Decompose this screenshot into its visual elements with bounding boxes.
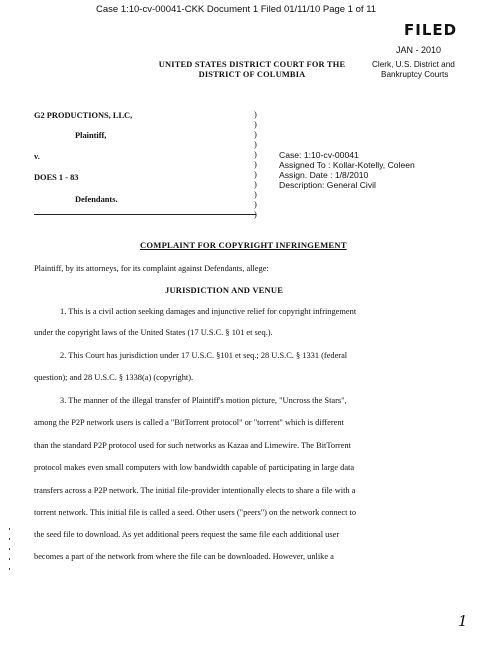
bracket: ) bbox=[254, 159, 257, 169]
clerk-line-2: Bankruptcy Courts bbox=[381, 70, 449, 79]
caption-brackets bbox=[254, 109, 257, 219]
case-assign-date: Assign. Date : 1/8/2010 bbox=[279, 170, 369, 180]
document-header: Case 1:10-cv-00041-CKK Document 1 Filed 01/11/10 Page 1 of 11 bbox=[96, 4, 377, 15]
case-number: Case: 1:10-cv-00041 bbox=[279, 150, 359, 160]
complaint-title: COMPLAINT FOR COPYRIGHT INFRINGEMENT bbox=[140, 240, 347, 250]
bracket: ) bbox=[254, 179, 257, 189]
body-line: than the standard P2P protocol used for such networks as Kazaa and Limewire. The BitTorrent bbox=[34, 441, 351, 450]
bracket: ) bbox=[254, 139, 257, 149]
body-line: transfers across a P2P network. The initial file-provider intentionally elects to share a file with a bbox=[34, 486, 356, 495]
bracket: ) bbox=[254, 209, 257, 219]
bracket: ) bbox=[254, 149, 257, 159]
versus: v. bbox=[34, 152, 40, 161]
defendant-role: Defendants. bbox=[75, 195, 118, 204]
court-name-line-1: UNITED STATES DISTRICT COURT FOR THE bbox=[158, 60, 346, 69]
body-line: among the P2P network users is called a "BitTorrent protocol" or "torrent" which is different bbox=[34, 418, 344, 427]
body-line: 2. This Court has jurisdiction under 17 U.S.C. §101 et seq.; 28 U.S.C. § 1331 (federal bbox=[60, 351, 348, 360]
body-line: the seed file to download. As yet additional peers request the same file each additional user bbox=[34, 530, 340, 539]
case-description: Description: General Civil bbox=[279, 180, 376, 190]
scan-artifact-dots bbox=[8, 528, 12, 578]
case-info bbox=[279, 150, 415, 190]
intro-paragraph: Plaintiff, by its attorneys, for its complaint against Defendants, allege: bbox=[34, 264, 269, 273]
bracket: ) bbox=[254, 129, 257, 139]
case-assigned-to: Assigned To : Kollar-Kotelly, Coleen bbox=[279, 160, 415, 170]
caption-underline bbox=[34, 214, 256, 215]
body-line: 1. This is a civil action seeking damages and injunctive relief for copyright infringement bbox=[60, 307, 357, 316]
clerk-line-1: Clerk, U.S. District and bbox=[372, 60, 455, 69]
page-number: 1 bbox=[458, 612, 468, 630]
bracket: ) bbox=[254, 169, 257, 179]
bracket: ) bbox=[254, 189, 257, 199]
body-line: under the copyright laws of the United States (17 U.S.C. § 101 et seq.). bbox=[34, 328, 273, 337]
section-heading: JURISDICTION AND VENUE bbox=[165, 285, 284, 295]
filed-stamp: FILED bbox=[404, 21, 458, 39]
body-line: question); and 28 U.S.C. § 1338(a) (copyright). bbox=[34, 373, 194, 382]
body-line: 3. The manner of the illegal transfer of Plaintiff's motion picture, "Uncross the Stars", bbox=[60, 396, 347, 405]
body-line: becomes a part of the network from where the file can be downloaded. However, unlike a bbox=[34, 552, 334, 561]
court-name-line-2: DISTRICT OF COLUMBIA bbox=[198, 70, 306, 79]
plaintiff-role: Plaintiff, bbox=[75, 131, 107, 140]
body-line: protocol makes even small computers with low bandwidth capable of participating in large data bbox=[34, 463, 355, 472]
filed-stamp-date: JAN - 2010 bbox=[396, 45, 442, 55]
body-line: torrent network. This initial file is called a seed. Other users ("peers") on the network connect to bbox=[34, 508, 357, 517]
bracket: ) bbox=[254, 199, 257, 209]
bracket: ) bbox=[254, 119, 257, 129]
plaintiff-name: G2 PRODUCTIONS, LLC, bbox=[34, 111, 133, 120]
defendant-name: DOES 1 - 83 bbox=[34, 173, 79, 182]
bracket: ) bbox=[254, 109, 257, 119]
